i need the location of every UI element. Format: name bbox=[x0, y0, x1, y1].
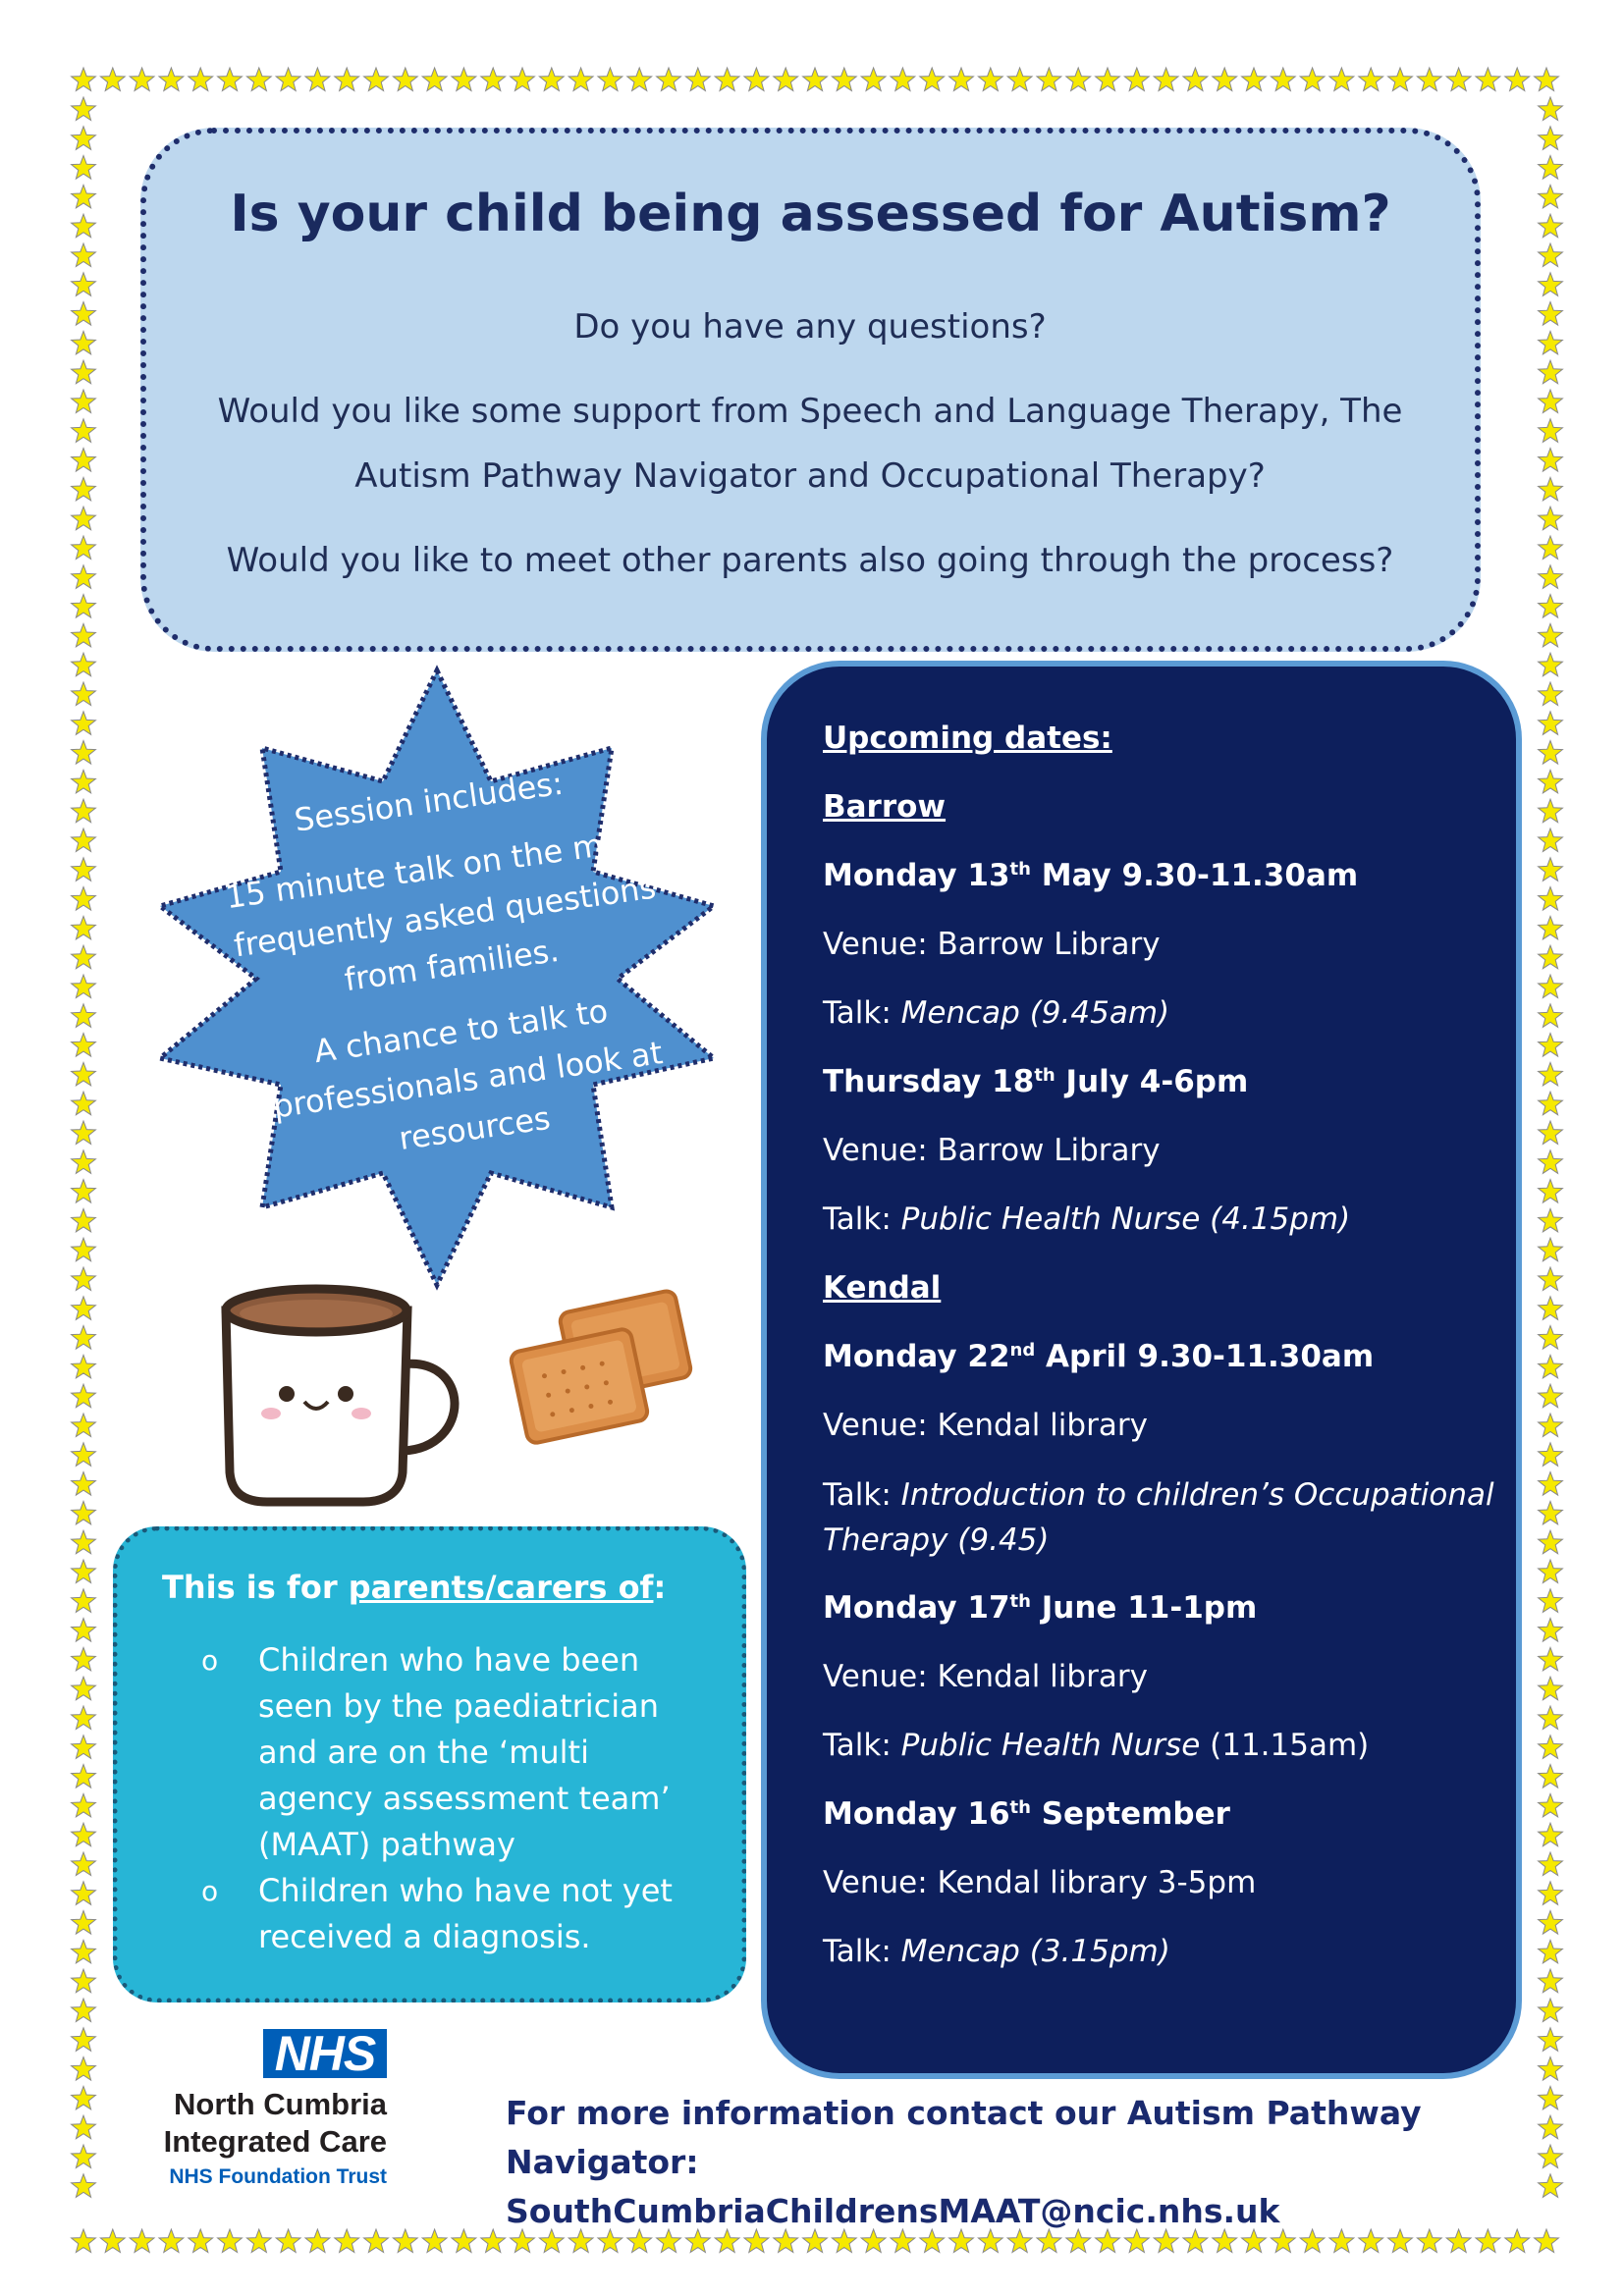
border-star-icon bbox=[393, 68, 417, 91]
border-star-icon bbox=[72, 1121, 96, 1145]
border-star-icon bbox=[72, 623, 96, 647]
border-star-icon bbox=[218, 2229, 243, 2253]
border-star-icon bbox=[1539, 916, 1563, 939]
border-star-icon bbox=[72, 536, 96, 560]
border-star-icon bbox=[1539, 2086, 1563, 2109]
border-star-icon bbox=[1539, 1560, 1563, 1583]
border-star-icon bbox=[1539, 1765, 1563, 1789]
border-star-icon bbox=[72, 799, 96, 823]
border-star-icon bbox=[72, 1589, 96, 1613]
border-star-icon bbox=[72, 1560, 96, 1583]
border-star-icon bbox=[1539, 858, 1563, 881]
border-star-icon bbox=[72, 1062, 96, 1086]
border-star-icon bbox=[72, 1823, 96, 1846]
border-star-icon bbox=[1539, 828, 1563, 852]
barrow-session-1-venue: Venue: Barrow Library bbox=[823, 927, 1161, 962]
border-star-icon bbox=[1539, 419, 1563, 443]
organisation-name: North Cumbria Integrated Care bbox=[163, 2087, 387, 2159]
border-star-icon bbox=[72, 1355, 96, 1378]
border-star-icon bbox=[598, 68, 623, 91]
border-star-icon bbox=[1539, 1999, 1563, 2022]
border-star-icon bbox=[891, 68, 915, 91]
intro-question-1: Do you have any questions? bbox=[573, 307, 1047, 347]
border-star-icon bbox=[1539, 682, 1563, 706]
border-star-icon bbox=[130, 2229, 154, 2253]
border-star-icon bbox=[72, 1326, 96, 1350]
border-star-icon bbox=[1539, 1180, 1563, 1203]
audience-list bbox=[201, 1637, 702, 1960]
location-barrow: Barrow bbox=[823, 789, 947, 825]
border-star-icon bbox=[1183, 68, 1208, 91]
border-star-icon bbox=[72, 273, 96, 296]
border-star-icon bbox=[72, 127, 96, 150]
border-star-icon bbox=[920, 68, 945, 91]
border-star-icon bbox=[1539, 360, 1563, 384]
contact-email[interactable]: Navigator: SouthCumbriaChildrensMAAT@ncic.nhs.uk bbox=[506, 2143, 1280, 2230]
border-star-icon bbox=[481, 2229, 506, 2253]
kendal-session-3-date: Monday 16th September bbox=[823, 1796, 1230, 1832]
border-star-icon bbox=[1539, 741, 1563, 765]
border-star-icon bbox=[72, 1619, 96, 1642]
coffee-mug-icon bbox=[206, 1276, 471, 1507]
border-star-icon bbox=[422, 68, 447, 91]
border-star-icon bbox=[511, 68, 535, 91]
border-star-icon bbox=[1388, 68, 1413, 91]
audience-title: This is for parents/carers of: bbox=[162, 1569, 667, 1606]
border-star-icon bbox=[72, 1180, 96, 1203]
border-star-icon bbox=[452, 2229, 476, 2253]
border-star-icon bbox=[1539, 2115, 1563, 2139]
border-star-icon bbox=[1539, 1208, 1563, 1232]
border-star-icon bbox=[276, 2229, 300, 2253]
border-star-icon bbox=[335, 68, 359, 91]
border-star-icon bbox=[159, 68, 184, 91]
border-star-icon bbox=[72, 1940, 96, 1963]
border-star-icon bbox=[72, 2115, 96, 2139]
border-star-icon bbox=[72, 507, 96, 530]
border-star-icon bbox=[1539, 185, 1563, 208]
barrow-session-2-talk: Talk: Public Health Nurse (4.15pm) bbox=[823, 1201, 1351, 1237]
border-star-icon bbox=[1539, 536, 1563, 560]
border-star-icon bbox=[1539, 1940, 1563, 1963]
border-star-icon bbox=[72, 1882, 96, 1905]
border-star-icon bbox=[422, 2229, 447, 2253]
border-star-icon bbox=[1154, 68, 1178, 91]
border-star-icon bbox=[1539, 127, 1563, 150]
border-star-icon bbox=[72, 1208, 96, 1232]
border-star-icon bbox=[1539, 1384, 1563, 1408]
border-star-icon bbox=[72, 156, 96, 180]
border-star-icon bbox=[1539, 1004, 1563, 1028]
border-star-icon bbox=[1539, 1355, 1563, 1378]
border-star-icon bbox=[1539, 1530, 1563, 1554]
contact-info bbox=[506, 2089, 1438, 2236]
border-star-icon bbox=[72, 1969, 96, 1993]
border-star-icon bbox=[72, 1852, 96, 1876]
border-star-icon bbox=[72, 331, 96, 354]
border-star-icon bbox=[1539, 1238, 1563, 1261]
kendal-session-2-talk: Talk: Public Health Nurse (11.15am) bbox=[823, 1728, 1370, 1763]
border-star-icon bbox=[744, 68, 769, 91]
border-star-icon bbox=[72, 1034, 96, 1057]
border-star-icon bbox=[72, 2145, 96, 2168]
border-star-icon bbox=[72, 1647, 96, 1671]
border-star-icon bbox=[72, 2086, 96, 2109]
upcoming-dates-list bbox=[823, 709, 1510, 1991]
border-star-icon bbox=[72, 185, 96, 208]
kendal-session-1-venue: Venue: Kendal library bbox=[823, 1408, 1148, 1443]
border-star-icon bbox=[1539, 945, 1563, 969]
hollow-bullet-icon: o bbox=[201, 1644, 219, 1677]
kendal-session-1-date: Monday 22nd April 9.30-11.30am bbox=[823, 1339, 1375, 1374]
nhs-logo: NHS bbox=[263, 2029, 387, 2078]
kendal-session-2-venue: Venue: Kendal library bbox=[823, 1659, 1148, 1694]
border-star-icon bbox=[1213, 68, 1237, 91]
kendal-session-3-talk: Talk: Mencap (3.15pm) bbox=[823, 1934, 1170, 1969]
border-star-icon bbox=[1539, 1150, 1563, 1174]
border-star-icon bbox=[1096, 68, 1120, 91]
border-star-icon bbox=[1539, 477, 1563, 501]
border-star-icon bbox=[305, 68, 330, 91]
border-star-icon bbox=[1539, 302, 1563, 326]
border-star-icon bbox=[1539, 1969, 1563, 1993]
border-star-icon bbox=[72, 1267, 96, 1291]
border-star-icon bbox=[1505, 2229, 1530, 2253]
border-star-icon bbox=[364, 2229, 389, 2253]
border-star-icon bbox=[1539, 273, 1563, 296]
border-star-icon bbox=[774, 68, 798, 91]
border-star-icon bbox=[72, 302, 96, 326]
border-star-icon bbox=[978, 68, 1002, 91]
border-star-icon bbox=[1329, 68, 1354, 91]
border-star-icon bbox=[72, 1793, 96, 1817]
session-heading: Session includes: bbox=[292, 764, 566, 839]
border-star-icon bbox=[1539, 595, 1563, 618]
list-item: o Children who have not yet received a diagnosis. bbox=[201, 1868, 702, 1960]
border-star-icon bbox=[1539, 653, 1563, 676]
border-star-icon bbox=[72, 1765, 96, 1789]
border-star-icon bbox=[1476, 68, 1500, 91]
session-includes-text bbox=[183, 743, 722, 1187]
border-star-icon bbox=[481, 68, 506, 91]
border-star-icon bbox=[1539, 156, 1563, 180]
border-star-icon bbox=[1539, 2145, 1563, 2168]
border-star-icon bbox=[1539, 2174, 1563, 2198]
border-star-icon bbox=[1539, 1852, 1563, 1876]
border-star-icon bbox=[72, 2028, 96, 2052]
border-star-icon bbox=[159, 2229, 184, 2253]
border-star-icon bbox=[803, 68, 828, 91]
border-star-icon bbox=[1539, 1472, 1563, 1496]
border-star-icon bbox=[72, 1384, 96, 1408]
border-star-icon bbox=[72, 741, 96, 765]
border-star-icon bbox=[1539, 712, 1563, 735]
border-star-icon bbox=[72, 682, 96, 706]
border-star-icon bbox=[72, 449, 96, 472]
border-star-icon bbox=[72, 97, 96, 121]
session-item-talk: 15 minute talk on the most frequently asked questions from families. bbox=[223, 819, 659, 999]
border-star-icon bbox=[1539, 1267, 1563, 1291]
border-star-icon bbox=[1539, 623, 1563, 647]
border-star-icon bbox=[949, 68, 974, 91]
border-star-icon bbox=[832, 68, 856, 91]
border-star-icon bbox=[1124, 68, 1149, 91]
border-star-icon bbox=[100, 68, 125, 91]
border-star-icon bbox=[72, 1472, 96, 1496]
border-star-icon bbox=[1446, 2229, 1471, 2253]
border-star-icon bbox=[1539, 1034, 1563, 1057]
border-star-icon bbox=[1539, 449, 1563, 472]
border-star-icon bbox=[1539, 214, 1563, 238]
border-star-icon bbox=[72, 1530, 96, 1554]
border-star-icon bbox=[72, 1735, 96, 1759]
border-star-icon bbox=[72, 243, 96, 267]
session-item-professionals: A chance to talk to professionals and look at resources bbox=[270, 991, 666, 1157]
border-star-icon bbox=[1066, 68, 1091, 91]
border-star-icon bbox=[364, 68, 389, 91]
list-item: o Children who have been seen by the paediatrician and are on the ‘multi agency assessment team’ (MAAT) pathway bbox=[201, 1637, 702, 1868]
border-star-icon bbox=[305, 2229, 330, 2253]
barrow-session-2-venue: Venue: Barrow Library bbox=[823, 1133, 1161, 1168]
border-star-icon bbox=[1539, 565, 1563, 589]
border-star-icon bbox=[72, 1297, 96, 1320]
border-star-icon bbox=[72, 565, 96, 589]
border-star-icon bbox=[72, 1150, 96, 1174]
border-star-icon bbox=[539, 68, 564, 91]
border-star-icon bbox=[72, 1414, 96, 1437]
border-star-icon bbox=[72, 828, 96, 852]
border-star-icon bbox=[657, 68, 681, 91]
border-star-icon bbox=[1539, 1092, 1563, 1115]
border-star-icon bbox=[72, 2057, 96, 2081]
hollow-bullet-icon: o bbox=[201, 1875, 219, 1907]
border-star-icon bbox=[685, 68, 710, 91]
star-border-top bbox=[0, 61, 1624, 100]
border-star-icon bbox=[72, 390, 96, 413]
biscuits-icon bbox=[499, 1281, 705, 1448]
border-star-icon bbox=[72, 1501, 96, 1524]
border-star-icon bbox=[1539, 1121, 1563, 1145]
border-star-icon bbox=[72, 360, 96, 384]
border-star-icon bbox=[1242, 68, 1267, 91]
border-star-icon bbox=[1539, 1911, 1563, 1935]
border-star-icon bbox=[72, 1443, 96, 1467]
border-star-icon bbox=[1539, 1297, 1563, 1320]
border-star-icon bbox=[1539, 1062, 1563, 1086]
border-star-icon bbox=[218, 68, 243, 91]
border-star-icon bbox=[72, 945, 96, 969]
border-star-icon bbox=[72, 1004, 96, 1028]
border-star-icon bbox=[72, 887, 96, 911]
border-star-icon bbox=[1539, 1501, 1563, 1524]
border-star-icon bbox=[1539, 331, 1563, 354]
border-star-icon bbox=[1539, 243, 1563, 267]
star-border-left bbox=[64, 0, 103, 2296]
border-star-icon bbox=[1300, 68, 1325, 91]
page-title: Is your child being assessed for Autism? bbox=[230, 185, 1391, 243]
border-star-icon bbox=[1539, 1647, 1563, 1671]
border-star-icon bbox=[1417, 68, 1441, 91]
star-border-right bbox=[1531, 0, 1570, 2296]
border-star-icon bbox=[1539, 2028, 1563, 2052]
border-star-icon bbox=[72, 2174, 96, 2198]
border-star-icon bbox=[715, 68, 739, 91]
border-star-icon bbox=[72, 1092, 96, 1115]
border-star-icon bbox=[100, 2229, 125, 2253]
border-star-icon bbox=[1007, 68, 1032, 91]
border-star-icon bbox=[72, 477, 96, 501]
intro-question-3: Would you like to meet other parents also going through the process? bbox=[226, 541, 1394, 580]
kendal-session-2-date: Monday 17th June 11-1pm bbox=[823, 1590, 1258, 1626]
border-star-icon bbox=[335, 2229, 359, 2253]
border-star-icon bbox=[1539, 1326, 1563, 1350]
border-star-icon bbox=[452, 68, 476, 91]
border-star-icon bbox=[1539, 1619, 1563, 1642]
border-star-icon bbox=[72, 916, 96, 939]
barrow-session-1-date: Monday 13th May 9.30-11.30am bbox=[823, 858, 1359, 893]
border-star-icon bbox=[72, 1911, 96, 1935]
border-star-icon bbox=[1271, 68, 1295, 91]
border-star-icon bbox=[1539, 390, 1563, 413]
border-star-icon bbox=[130, 68, 154, 91]
trust-name: NHS Foundation Trust bbox=[169, 2165, 387, 2188]
border-star-icon bbox=[72, 595, 96, 618]
border-star-icon bbox=[72, 858, 96, 881]
location-kendal: Kendal bbox=[823, 1270, 942, 1306]
border-star-icon bbox=[72, 712, 96, 735]
border-star-icon bbox=[1539, 799, 1563, 823]
border-star-icon bbox=[1539, 1589, 1563, 1613]
border-star-icon bbox=[72, 1677, 96, 1700]
upcoming-dates-heading: Upcoming dates: bbox=[823, 721, 1112, 756]
border-star-icon bbox=[1539, 1443, 1563, 1467]
border-star-icon bbox=[1476, 2229, 1500, 2253]
border-star-icon bbox=[246, 2229, 271, 2253]
border-star-icon bbox=[1505, 68, 1530, 91]
border-star-icon bbox=[72, 1706, 96, 1730]
intro-question-2b: Autism Pathway Navigator and Occupational Therapy? bbox=[354, 456, 1266, 496]
border-star-icon bbox=[72, 419, 96, 443]
border-star-icon bbox=[568, 68, 593, 91]
border-star-icon bbox=[1539, 97, 1563, 121]
border-star-icon bbox=[1539, 1706, 1563, 1730]
border-star-icon bbox=[72, 653, 96, 676]
border-star-icon bbox=[1539, 975, 1563, 998]
border-star-icon bbox=[1539, 507, 1563, 530]
intro-question-2a: Would you like some support from Speech and Language Therapy, The bbox=[217, 392, 1403, 431]
border-star-icon bbox=[72, 770, 96, 793]
border-star-icon bbox=[1539, 770, 1563, 793]
kendal-session-1-talk: Talk: Introduction to children’s Occupational Therapy (9.45) bbox=[823, 1477, 1494, 1558]
kendal-session-3-venue: Venue: Kendal library 3-5pm bbox=[823, 1865, 1257, 1900]
border-star-icon bbox=[861, 68, 886, 91]
border-star-icon bbox=[1446, 68, 1471, 91]
border-star-icon bbox=[1037, 68, 1061, 91]
border-star-icon bbox=[72, 975, 96, 998]
border-star-icon bbox=[1539, 1793, 1563, 1817]
border-star-icon bbox=[627, 68, 652, 91]
contact-line-1: For more information contact our Autism Pathway bbox=[506, 2094, 1422, 2132]
barrow-session-1-talk: Talk: Mencap (9.45am) bbox=[823, 995, 1170, 1031]
barrow-session-2-date: Thursday 18th July 4-6pm bbox=[823, 1064, 1249, 1099]
border-star-icon bbox=[72, 1999, 96, 2022]
border-star-icon bbox=[1539, 1414, 1563, 1437]
border-star-icon bbox=[189, 2229, 213, 2253]
border-star-icon bbox=[72, 214, 96, 238]
border-star-icon bbox=[1539, 887, 1563, 911]
border-star-icon bbox=[393, 2229, 417, 2253]
border-star-icon bbox=[72, 1238, 96, 1261]
border-star-icon bbox=[1539, 2057, 1563, 2081]
border-star-icon bbox=[1539, 1823, 1563, 1846]
border-star-icon bbox=[1359, 68, 1383, 91]
border-star-icon bbox=[1539, 1735, 1563, 1759]
border-star-icon bbox=[246, 68, 271, 91]
border-star-icon bbox=[1539, 1677, 1563, 1700]
border-star-icon bbox=[189, 68, 213, 91]
border-star-icon bbox=[276, 68, 300, 91]
border-star-icon bbox=[1539, 1882, 1563, 1905]
